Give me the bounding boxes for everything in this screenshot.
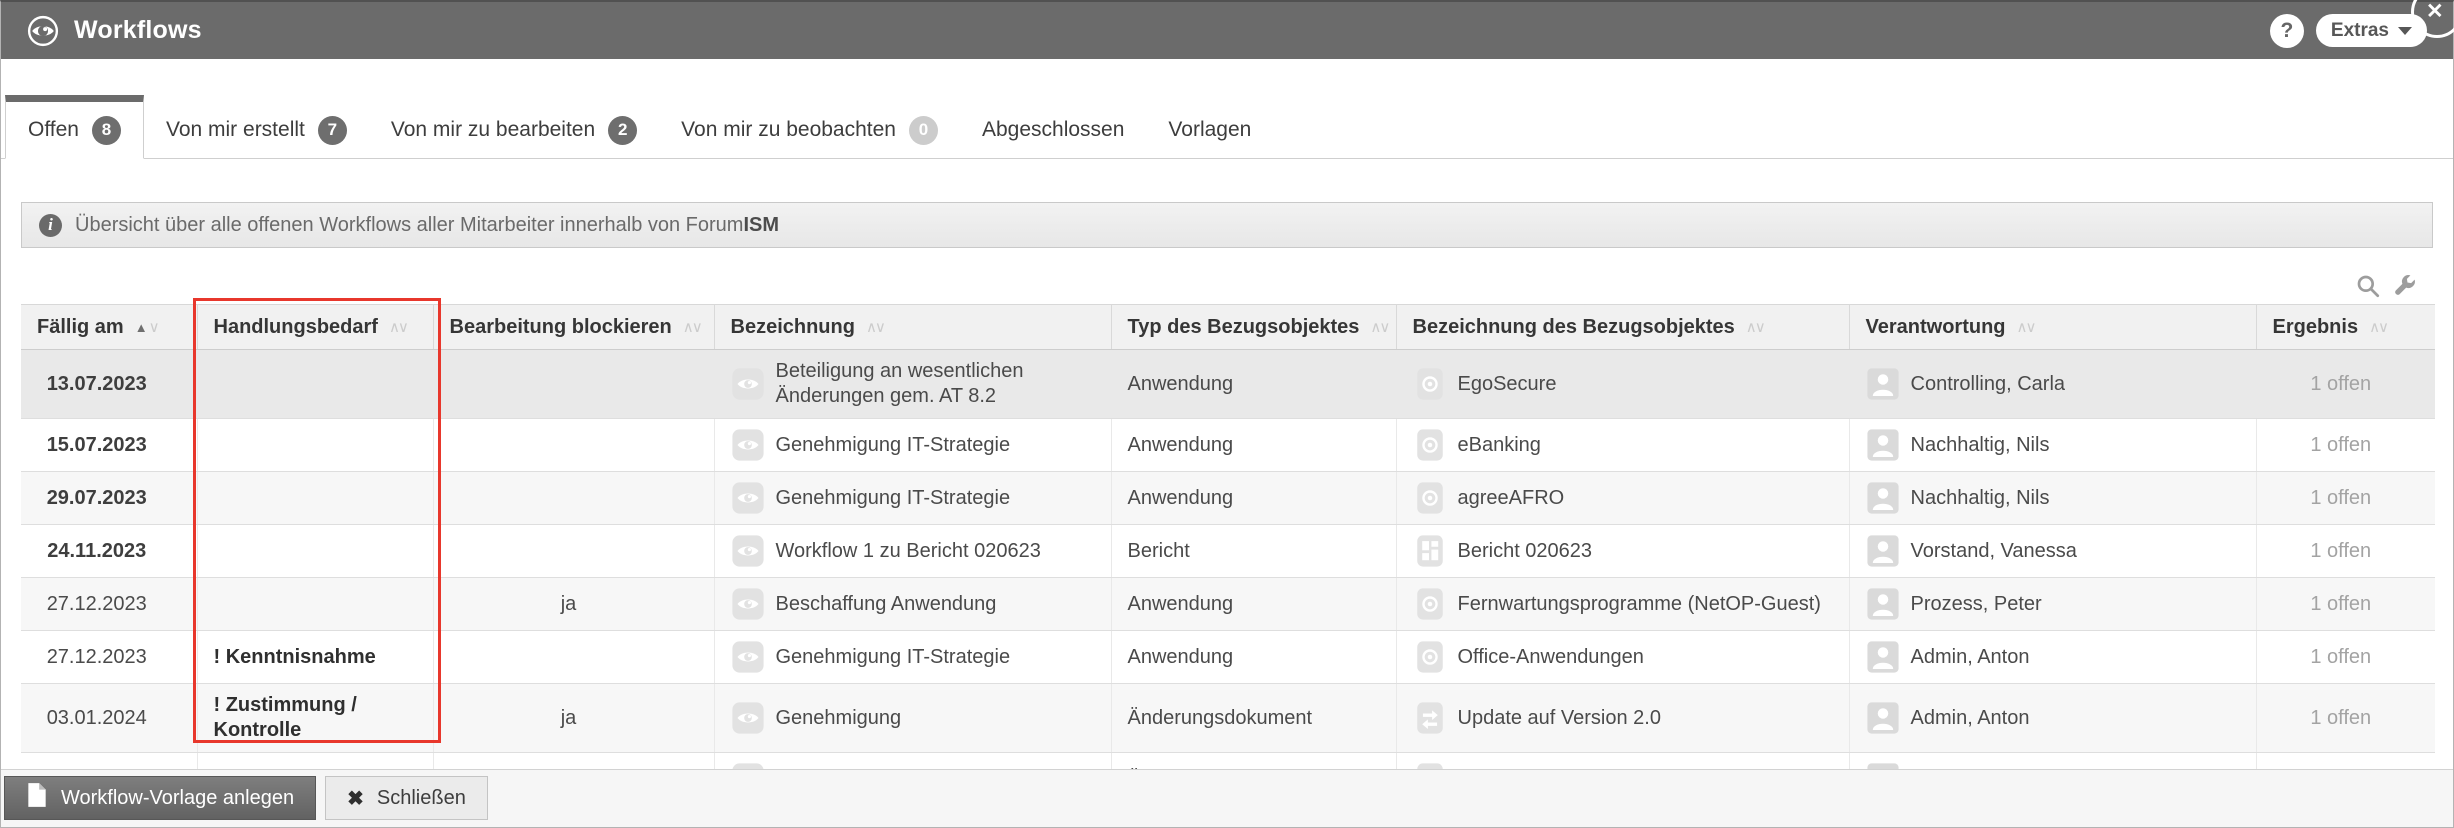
ref-name-cell [1396, 350, 1849, 419]
ref-type-cell: Bericht [1111, 525, 1396, 578]
application-icon [1413, 587, 1447, 621]
sort-icons: ∧∨ [388, 318, 407, 336]
workflow-eye-icon [731, 428, 765, 462]
table-toolbar [21, 272, 2417, 300]
info-icon: i [39, 214, 62, 237]
blocking-cell: ja [433, 684, 714, 753]
due-date-cell: 24.11.2023 [21, 525, 197, 578]
action-needed-cell: ! Kenntnisnahme [197, 631, 433, 684]
person-icon [1866, 367, 1900, 401]
column-header-ergebnis[interactable] [2256, 305, 2435, 350]
workflows-eye-icon [27, 15, 59, 47]
table-row[interactable] [21, 350, 2435, 419]
tab-label: Abgeschlossen [981, 118, 1125, 141]
workflow-name-cell [714, 419, 1111, 472]
table-row[interactable] [21, 684, 2435, 753]
due-date-cell: 29.07.2023 [21, 472, 197, 525]
blocking-cell: ja [433, 578, 714, 631]
table-row[interactable] [21, 419, 2435, 472]
sort-icons: ∧∨ [865, 318, 884, 336]
workflow-name-cell [714, 350, 1111, 419]
responsible-name: Admin, Anton [1910, 645, 2030, 668]
wrench-icon[interactable] [2390, 273, 2417, 300]
due-date-cell: 03.01.2024 [21, 684, 197, 753]
workflow-name-cell [714, 472, 1111, 525]
result-cell: 1 offen [2256, 472, 2435, 525]
due-date-cell: 27.12.2023 [21, 631, 197, 684]
count-badge: 7 [318, 116, 347, 145]
result-cell: 1 offen [2256, 419, 2435, 472]
due-date-cell: 13.07.2023 [21, 350, 197, 419]
ref-type-cell: Änderungsdokument [1111, 684, 1396, 753]
column-header-bearbeitung-blockieren[interactable] [433, 305, 714, 350]
responsible-cell [1849, 684, 2256, 753]
tab-label: Von mir zu beobachten [681, 118, 896, 141]
ref-name-cell [1396, 472, 1849, 525]
tab-label: Von mir erstellt [165, 118, 305, 141]
action-needed-cell [197, 350, 433, 419]
blocking-cell [433, 631, 714, 684]
application-icon [1413, 428, 1447, 462]
blocking-cell [433, 472, 714, 525]
window-titlebar [1, 2, 2453, 59]
chevron-down-icon [2398, 27, 2412, 35]
person-icon [1866, 428, 1900, 462]
table-row[interactable] [21, 578, 2435, 631]
workflow-name: Genehmigung IT-Strategie [775, 433, 1011, 456]
workflow-name-cell [714, 578, 1111, 631]
responsible-cell [1849, 631, 2256, 684]
responsible-name: Nachhaltig, Nils [1910, 486, 2050, 509]
column-header-bezeichnung[interactable] [714, 305, 1111, 350]
person-icon [1866, 640, 1900, 674]
tab-label: Vorlagen [1168, 118, 1252, 141]
column-label: Handlungsbedarf [213, 315, 378, 338]
info-banner [21, 202, 2433, 248]
brand-ism: ISM [743, 213, 780, 236]
workflow-name: Genehmigung IT-Strategie [775, 645, 1011, 668]
action-needed-cell [197, 472, 433, 525]
ref-name: Update auf Version 2.0 [1457, 706, 1661, 729]
change-doc-icon [1413, 701, 1447, 735]
sort-icons: ∧∨ [1370, 318, 1389, 336]
result-cell: 1 offen [2256, 525, 2435, 578]
help-button[interactable]: ? [2270, 14, 2304, 48]
extras-button[interactable] [2316, 14, 2427, 47]
column-label: Bezeichnung [730, 315, 855, 338]
responsible-cell [1849, 472, 2256, 525]
responsible-cell [1849, 419, 2256, 472]
workflow-name: Beschaffung Anwendung [775, 592, 997, 615]
report-icon [1413, 534, 1447, 568]
column-header-bezeichnung-des-bezugsobjektes[interactable] [1396, 305, 1849, 350]
sort-icons: ∧∨ [1745, 318, 1764, 336]
responsible-name: Admin, Anton [1910, 706, 2030, 729]
tab-abgeschlossen[interactable] [960, 102, 1146, 158]
result-cell: 1 offen [2256, 684, 2435, 753]
column-label: Bezeichnung des Bezugsobjektes [1412, 315, 1735, 338]
result-cell: 1 offen [2256, 631, 2435, 684]
action-needed-cell [197, 525, 433, 578]
column-label: Typ des Bezugsobjektes [1127, 315, 1360, 338]
table-header-row [21, 305, 2435, 350]
action-needed-cell [197, 419, 433, 472]
responsible-cell [1849, 525, 2256, 578]
responsible-cell [1849, 578, 2256, 631]
application-icon [1413, 640, 1447, 674]
tab-vorlagen[interactable] [1146, 102, 1273, 158]
workflow-name-cell [714, 684, 1111, 753]
page-title: Workflows [74, 16, 202, 44]
count-badge: 0 [909, 116, 938, 145]
tab-von-mir-erstellt[interactable] [144, 102, 369, 158]
ref-name: Fernwartungsprogramme (NetOP-Guest) [1457, 592, 1821, 615]
workflow-eye-icon [731, 587, 765, 621]
ref-type-cell: Anwendung [1111, 350, 1396, 419]
ref-type-cell: Anwendung [1111, 631, 1396, 684]
sort-icons: ∧∨ [682, 318, 701, 336]
ref-name: EgoSecure [1457, 372, 1557, 395]
due-date-cell: 27.12.2023 [21, 578, 197, 631]
workflow-eye-icon [731, 640, 765, 674]
ref-name: Office-Anwendungen [1457, 645, 1644, 668]
responsible-name: Prozess, Peter [1910, 592, 2042, 615]
button-label: Workflow-Vorlage anlegen [61, 786, 295, 809]
ref-name: agreeAFRO [1457, 486, 1565, 509]
responsible-name: Controlling, Carla [1910, 372, 2066, 395]
workflow-name: Workflow 1 zu Bericht 020623 [775, 539, 1041, 562]
sort-asc-icon: ▲ [134, 319, 148, 335]
tab-label: Von mir zu bearbeiten [390, 118, 596, 141]
table-row[interactable] [21, 631, 2435, 684]
person-icon [1866, 481, 1900, 515]
blocking-cell [433, 350, 714, 419]
sort-icons: ∧∨ [2369, 318, 2388, 336]
blocking-cell [433, 525, 714, 578]
ref-type-cell: Anwendung [1111, 578, 1396, 631]
column-label: Ergebnis [2272, 315, 2359, 338]
document-icon [26, 782, 48, 814]
workflow-eye-icon [731, 534, 765, 568]
button-label: Schließen [376, 786, 466, 809]
person-icon [1866, 587, 1900, 621]
workflow-table-container [21, 304, 2433, 806]
workflow-eye-icon [731, 481, 765, 515]
responsible-cell [1849, 350, 2256, 419]
workflow-name-cell [714, 631, 1111, 684]
workflow-table [21, 304, 2435, 806]
workflow-eye-icon [731, 367, 765, 401]
info-text: Übersicht über alle offenen Workflows aller Mitarbeiter innerhalb von ForumISM [75, 213, 780, 236]
workflow-name: Genehmigung IT-Strategie [775, 486, 1011, 509]
ref-name: Bericht 020623 [1457, 539, 1593, 562]
close-button[interactable] [325, 776, 488, 820]
column-label: Bearbeitung blockieren [449, 315, 672, 338]
ref-name-cell [1396, 419, 1849, 472]
ref-type-cell: Anwendung [1111, 419, 1396, 472]
workflow-name: Beteiligung an wesentlichen Änderungen gem. AT 8.2 [775, 360, 1024, 407]
ref-name-cell [1396, 631, 1849, 684]
action-needed-cell: ! Zustimmung / Kontrolle [197, 684, 433, 753]
tab-bar [1, 95, 2453, 159]
column-header-handlungsbedarf[interactable] [197, 305, 433, 350]
search-icon[interactable] [2354, 273, 2381, 300]
column-label: Verantwortung [1865, 315, 2006, 338]
table-row[interactable] [21, 525, 2435, 578]
blocking-cell [433, 419, 714, 472]
workflow-table-body [21, 350, 2435, 806]
result-cell: 1 offen [2256, 350, 2435, 419]
column-header-verantwortung[interactable] [1849, 305, 2256, 350]
application-icon [1413, 481, 1447, 515]
ref-name-cell [1396, 525, 1849, 578]
tab-label: Offen [28, 118, 79, 141]
responsible-name: Nachhaltig, Nils [1910, 433, 2050, 456]
tab-von-mir-zu-bearbeiten[interactable] [369, 102, 659, 158]
responsible-name: Vorstand, Vanessa [1910, 539, 2077, 562]
column-label: Fällig am [37, 315, 124, 338]
create-workflow-template-button[interactable] [4, 776, 316, 820]
close-icon: ✕ [2426, 0, 2444, 23]
table-row[interactable] [21, 472, 2435, 525]
ref-name-cell [1396, 684, 1849, 753]
extras-label: Extras [2330, 19, 2389, 41]
application-icon [1413, 367, 1447, 401]
column-header-typ-des-bezugsobjektes[interactable] [1111, 305, 1396, 350]
count-badge: 8 [92, 116, 121, 145]
workflow-eye-icon [731, 701, 765, 735]
workflow-name-cell [714, 525, 1111, 578]
ref-name: eBanking [1457, 433, 1541, 456]
person-icon [1866, 534, 1900, 568]
column-header-faellig-am[interactable] [21, 305, 197, 350]
close-x-icon: ✖ [347, 787, 364, 810]
result-cell: 1 offen [2256, 578, 2435, 631]
sort-icons: ▲∨ [134, 318, 158, 336]
count-badge: 2 [608, 116, 637, 145]
tab-von-mir-zu-beobachten[interactable] [659, 102, 960, 158]
footer-bar [1, 769, 2453, 827]
action-needed-cell [197, 578, 433, 631]
sort-icons: ∧∨ [2016, 318, 2035, 336]
workflow-name: Genehmigung [775, 706, 902, 729]
ref-name-cell [1396, 578, 1849, 631]
person-icon [1866, 701, 1900, 735]
ref-type-cell: Anwendung [1111, 472, 1396, 525]
tab-offen[interactable] [5, 95, 144, 159]
due-date-cell: 15.07.2023 [21, 419, 197, 472]
